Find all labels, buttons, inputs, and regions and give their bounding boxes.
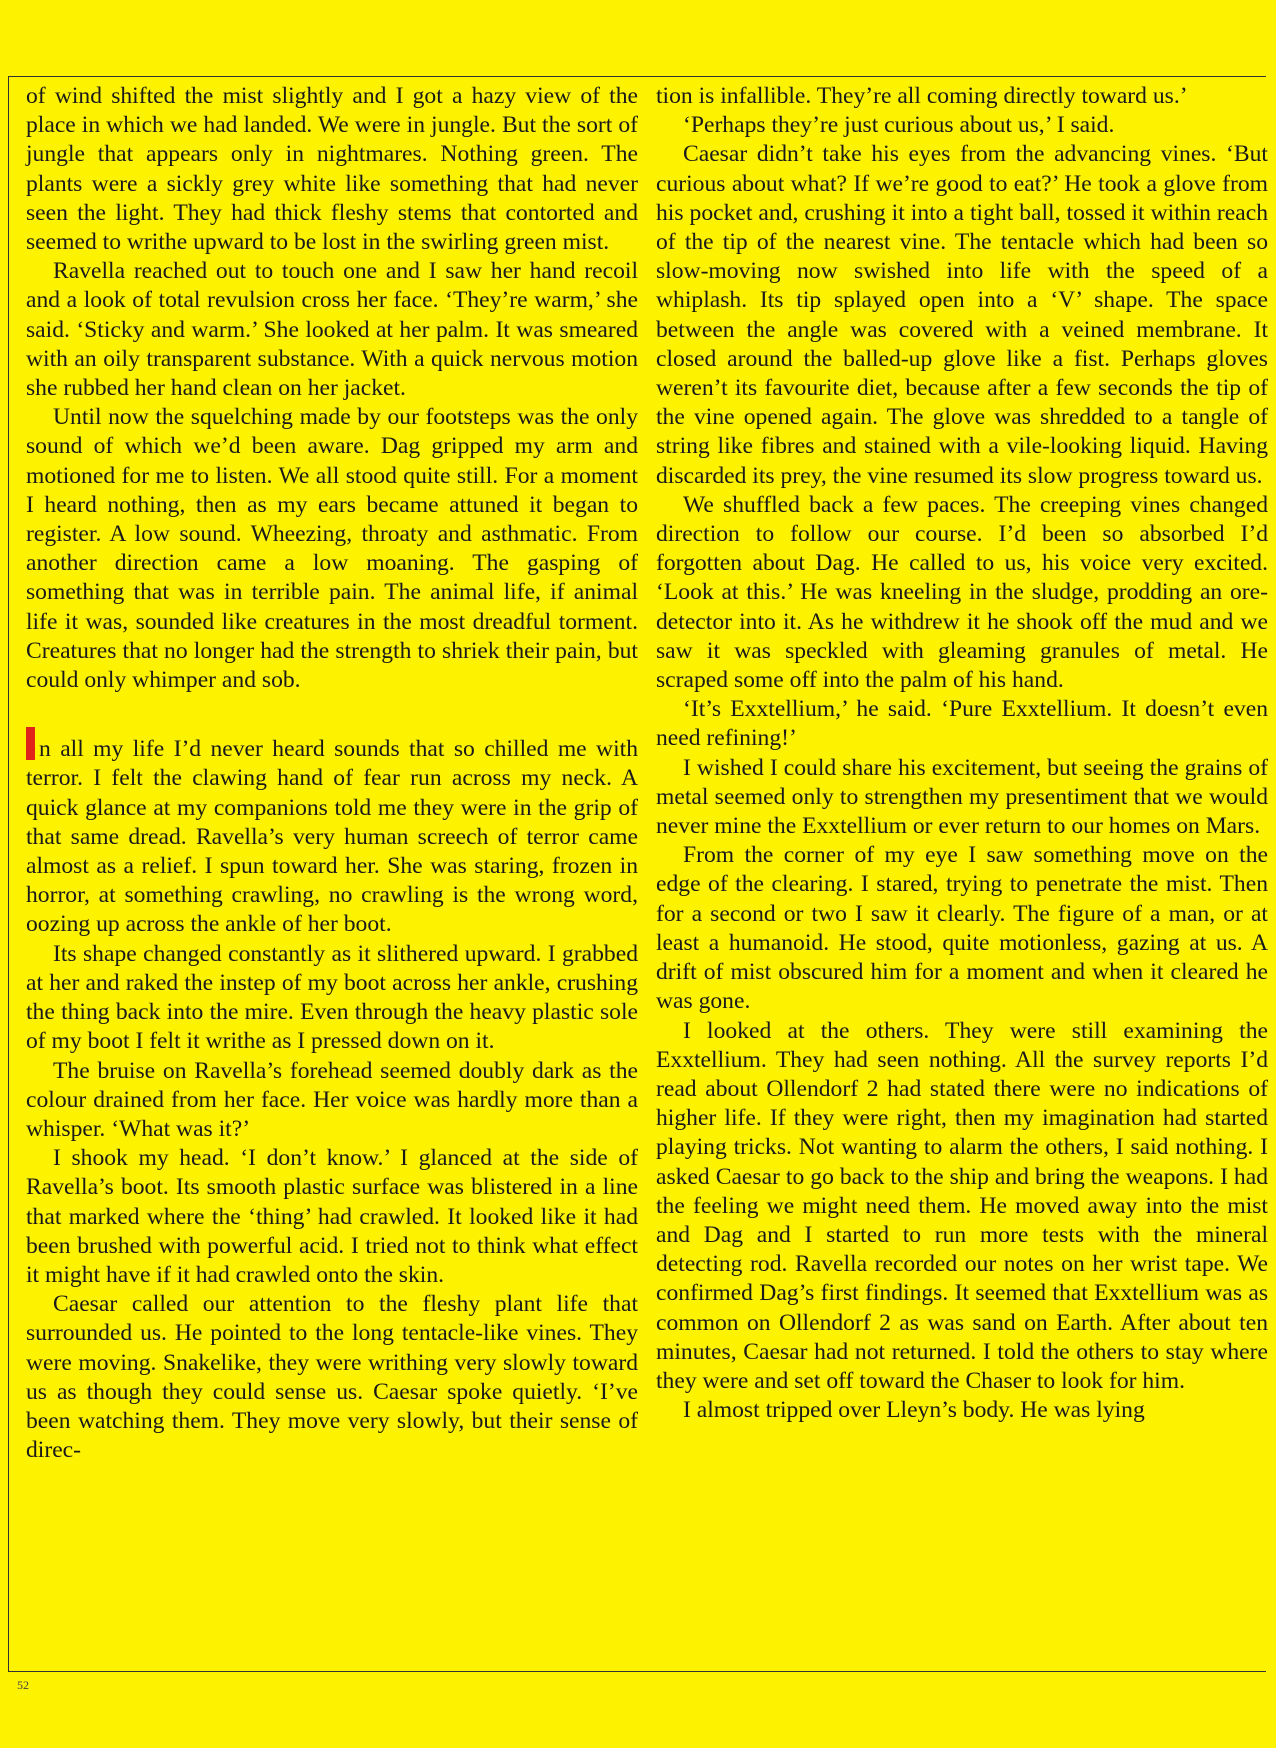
right-column — [656, 82, 1268, 1425]
paragraph: tion is infallible. They’re all coming directly toward us.’ — [656, 83, 1188, 109]
paragraph: I wished I could share his excitement, but seeing the grains of metal seemed only to strengthen my presentiment that we would never mine the Exxtellium or ever return to our homes on Mars. — [656, 754, 1268, 840]
paragraph: I looked at the others. They were still examining the Exxtellium. They had seen nothing. All the survey reports I’d read about Ollendorf 2 had stated there were no indications of higher life. If they were right, then my imagination had started playing tricks. Not wanting to alarm the others, I said nothing. I asked Caesar to go back to the ship and bring the weapons. I had the feeling we might need them. He moved away into the mist and Dag and I started to run more tests with the mineral detecting rod. Ravella recorded our notes on her wrist tape. We confirmed Dag’s first findings. It seemed that Exxtellium was as common on Ollendorf 2 as was sand on Earth. After about ten minutes, Caesar had not returned. I told the others to stay where they were and set off toward the Chaser to look for him. — [656, 1017, 1268, 1394]
paragraph: Until now the squelching made by our footsteps was the only sound of which we’d been aware. Dag gripped my arm and motioned for me to listen. We all stood quite still. For a moment I heard nothing, then as my ears became attuned it began to register. A low sound. Wheezing, throaty and asthmatic. From another direction came a low moaning. The gasping of something that was in terrible pain. The animal life, if animal life it was, sounded like creatures in the most dreadful torment. Creatures that no longer had the strength to shriek their pain, but could only whimper and sob. — [26, 404, 638, 694]
paragraph: Caesar didn’t take his eyes from the advancing vines. ‘But curious about what? If we’re good to eat?’ He took a glove from his pocket and, crushing it into a tight ball, tossed it within reach of the tip of the nearest vine. The tentacle which had been so slow-moving now swished into life with the speed of a whiplash. Its tip splayed open into a ‘V’ shape. The space between the angle was covered with a veined membrane. It closed around the balled-up glove like a fist. Perhaps gloves weren’t its favourite diet, because after a few seconds the tip of the vine opened again. The glove was shredded to a tangle of string like fibres and stained with a vile-looking liquid. Having discarded its prey, the vine resumed its slow progress toward us. — [656, 141, 1268, 489]
drop-cap-paragraph — [26, 727, 638, 939]
paragraph: The bruise on Ravella’s forehead seemed doubly dark as the colour drained from her face. Her voice was hardly more than a whisper. ‘What was it?’ — [26, 1057, 638, 1142]
left-column — [26, 82, 638, 1465]
paragraph: We shuffled back a few paces. The creeping vines changed direction to follow our course. I’d been so absorbed I’d forgotten about Dag. He called to us, his voice very excited. ‘Look at this.’ He was kneeling in the sludge, prodding an ore-detector into it. As he withdrew it he shook off the mud and we saw it was speckled with gleaming granules of metal. He scraped some off into the palm of his hand. — [656, 491, 1268, 694]
paragraph: of wind shifted the mist slightly and I got a hazy view of the place in which we had landed. We were in jungle. But the sort of jungle that appears only in nightmares. Nothing green. The plants were a sickly grey white like something that had never seen the light. They had thick fleshy stems that contorted and seemed to writhe upward to be lost in the swirling green mist. — [26, 83, 638, 256]
paragraph-text: n all my life I’d never heard sounds that so chilled me with terror. I felt the clawing hand of fear run across my neck. A quick glance at my companions told me they were in the grip of that same dread. Ravella’s very human screech of terror came almost as a relief. I spun toward her. She was staring, frozen in horror, at something crawling, no crawling is the wrong word, oozing up across the ankle of her boot. — [26, 736, 638, 938]
paragraph: From the corner of my eye I saw something move on the edge of the clearing. I stared, trying to penetrate the mist. Then for a second or two I saw it clearly. The figure of a man, or at least a humanoid. He stood, quite motionless, gazing at us. A drift of mist obscured him for a moment and when it cleared he was gone. — [656, 842, 1268, 1015]
paragraph: ‘It’s Exxtellium,’ he said. ‘Pure Exxtellium. It doesn’t even need refining!’ — [656, 696, 1268, 752]
paragraph: Its shape changed constantly as it slithered upward. I grabbed at her and raked the instep of my boot across her ankle, crushing the thing back into the mire. Even through the heavy plastic sole of my boot I felt it writhe as I pressed down on it. — [26, 940, 638, 1055]
paragraph: Ravella reached out to touch one and I saw her hand recoil and a look of total revulsion cross her face. ‘They’re warm,’ she said. ‘Sticky and warm.’ She looked at her palm. It was smeared with an oily transparent substance. With a quick nervous motion she rubbed her hand clean on her jacket. — [26, 258, 638, 402]
paragraph: I shook my head. ‘I don’t know.’ I glanced at the side of Ravella’s boot. Its smooth plastic surface was blistered in a line that marked where the ‘thing’ had crawled. It looked like it had been brushed with powerful acid. I tried not to think what effect it might have if it had crawled onto the skin. — [26, 1145, 638, 1288]
paragraph: I almost tripped over Lleyn’s body. He was lying — [683, 1397, 1145, 1424]
paragraph: ‘Perhaps they’re just curious about us,’ I said. — [683, 112, 1115, 139]
drop-cap-marker — [26, 727, 35, 760]
paragraph: Caesar called our attention to the fleshy plant life that surrounded us. He pointed to the long tentacle-like vines. They were moving. Snakelike, they were writhing very slowly toward us as though they could sense us. Caesar spoke quietly. ‘I’ve been watching them. They move very slowly, but their sense of direc- — [26, 1291, 638, 1464]
page-number: 52 — [17, 1678, 29, 1692]
